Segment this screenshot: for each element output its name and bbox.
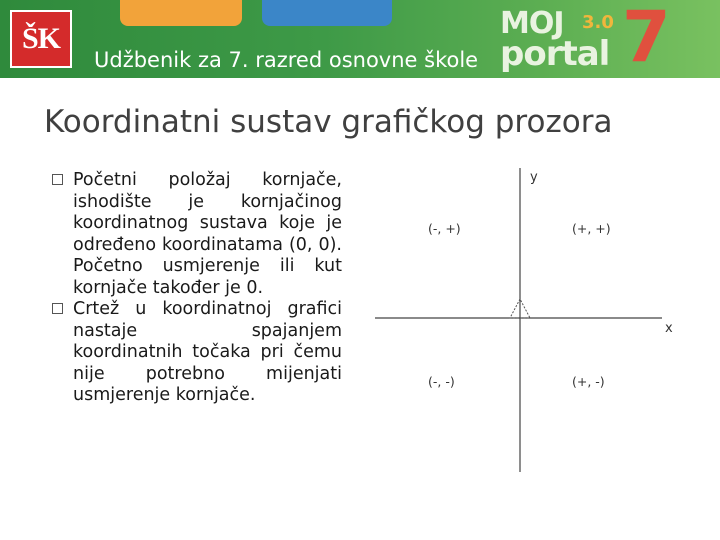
checkbox-bullet-icon: [52, 174, 63, 185]
checkbox-bullet-icon: [52, 303, 63, 314]
moj-portal-logo: [500, 0, 715, 78]
quadrant-label-bottom-right: (+, -): [572, 374, 605, 389]
brand-version: 3.0: [582, 12, 614, 33]
brand-portal: portal: [500, 34, 610, 74]
brand-moj: MOJ: [500, 6, 564, 41]
bullet-list: [52, 170, 342, 407]
banner-tab-blue: [262, 0, 392, 26]
x-axis-label: x: [665, 321, 673, 336]
bullet-item: [52, 299, 342, 407]
banner-tab-orange: [120, 0, 242, 26]
bullet-text: Početni položaj kornjače, ishodište je kornjačinog koordinatnog sustava koje je određeno koordinatama (0, 0). Početno usmjerenje ili kut kornjače također je 0.: [73, 170, 342, 298]
quadrant-label-top-right: (+, +): [572, 221, 611, 236]
quadrant-label-bottom-left: (-, -): [428, 374, 455, 389]
publisher-logo: [10, 10, 72, 68]
banner-subtitle: Udžbenik za 7. razred osnovne škole: [94, 48, 479, 72]
quadrant-label-top-left: (-, +): [428, 221, 461, 236]
brand-number: 7: [622, 0, 671, 78]
header-banner: [0, 0, 720, 78]
coordinate-system-diagram: [370, 160, 690, 480]
bullet-text: Crtež u koordinatnoj grafici nastaje spajanjem koordinatnih točaka pri čemu nije potrebno mijenjati usmjerenje kornjače.: [73, 299, 342, 405]
bullet-item: [52, 170, 342, 299]
slide-title: Koordinatni sustav grafičkog prozora: [44, 104, 613, 140]
logo-text: ŠK: [21, 22, 61, 55]
y-axis-label: y: [530, 170, 538, 185]
